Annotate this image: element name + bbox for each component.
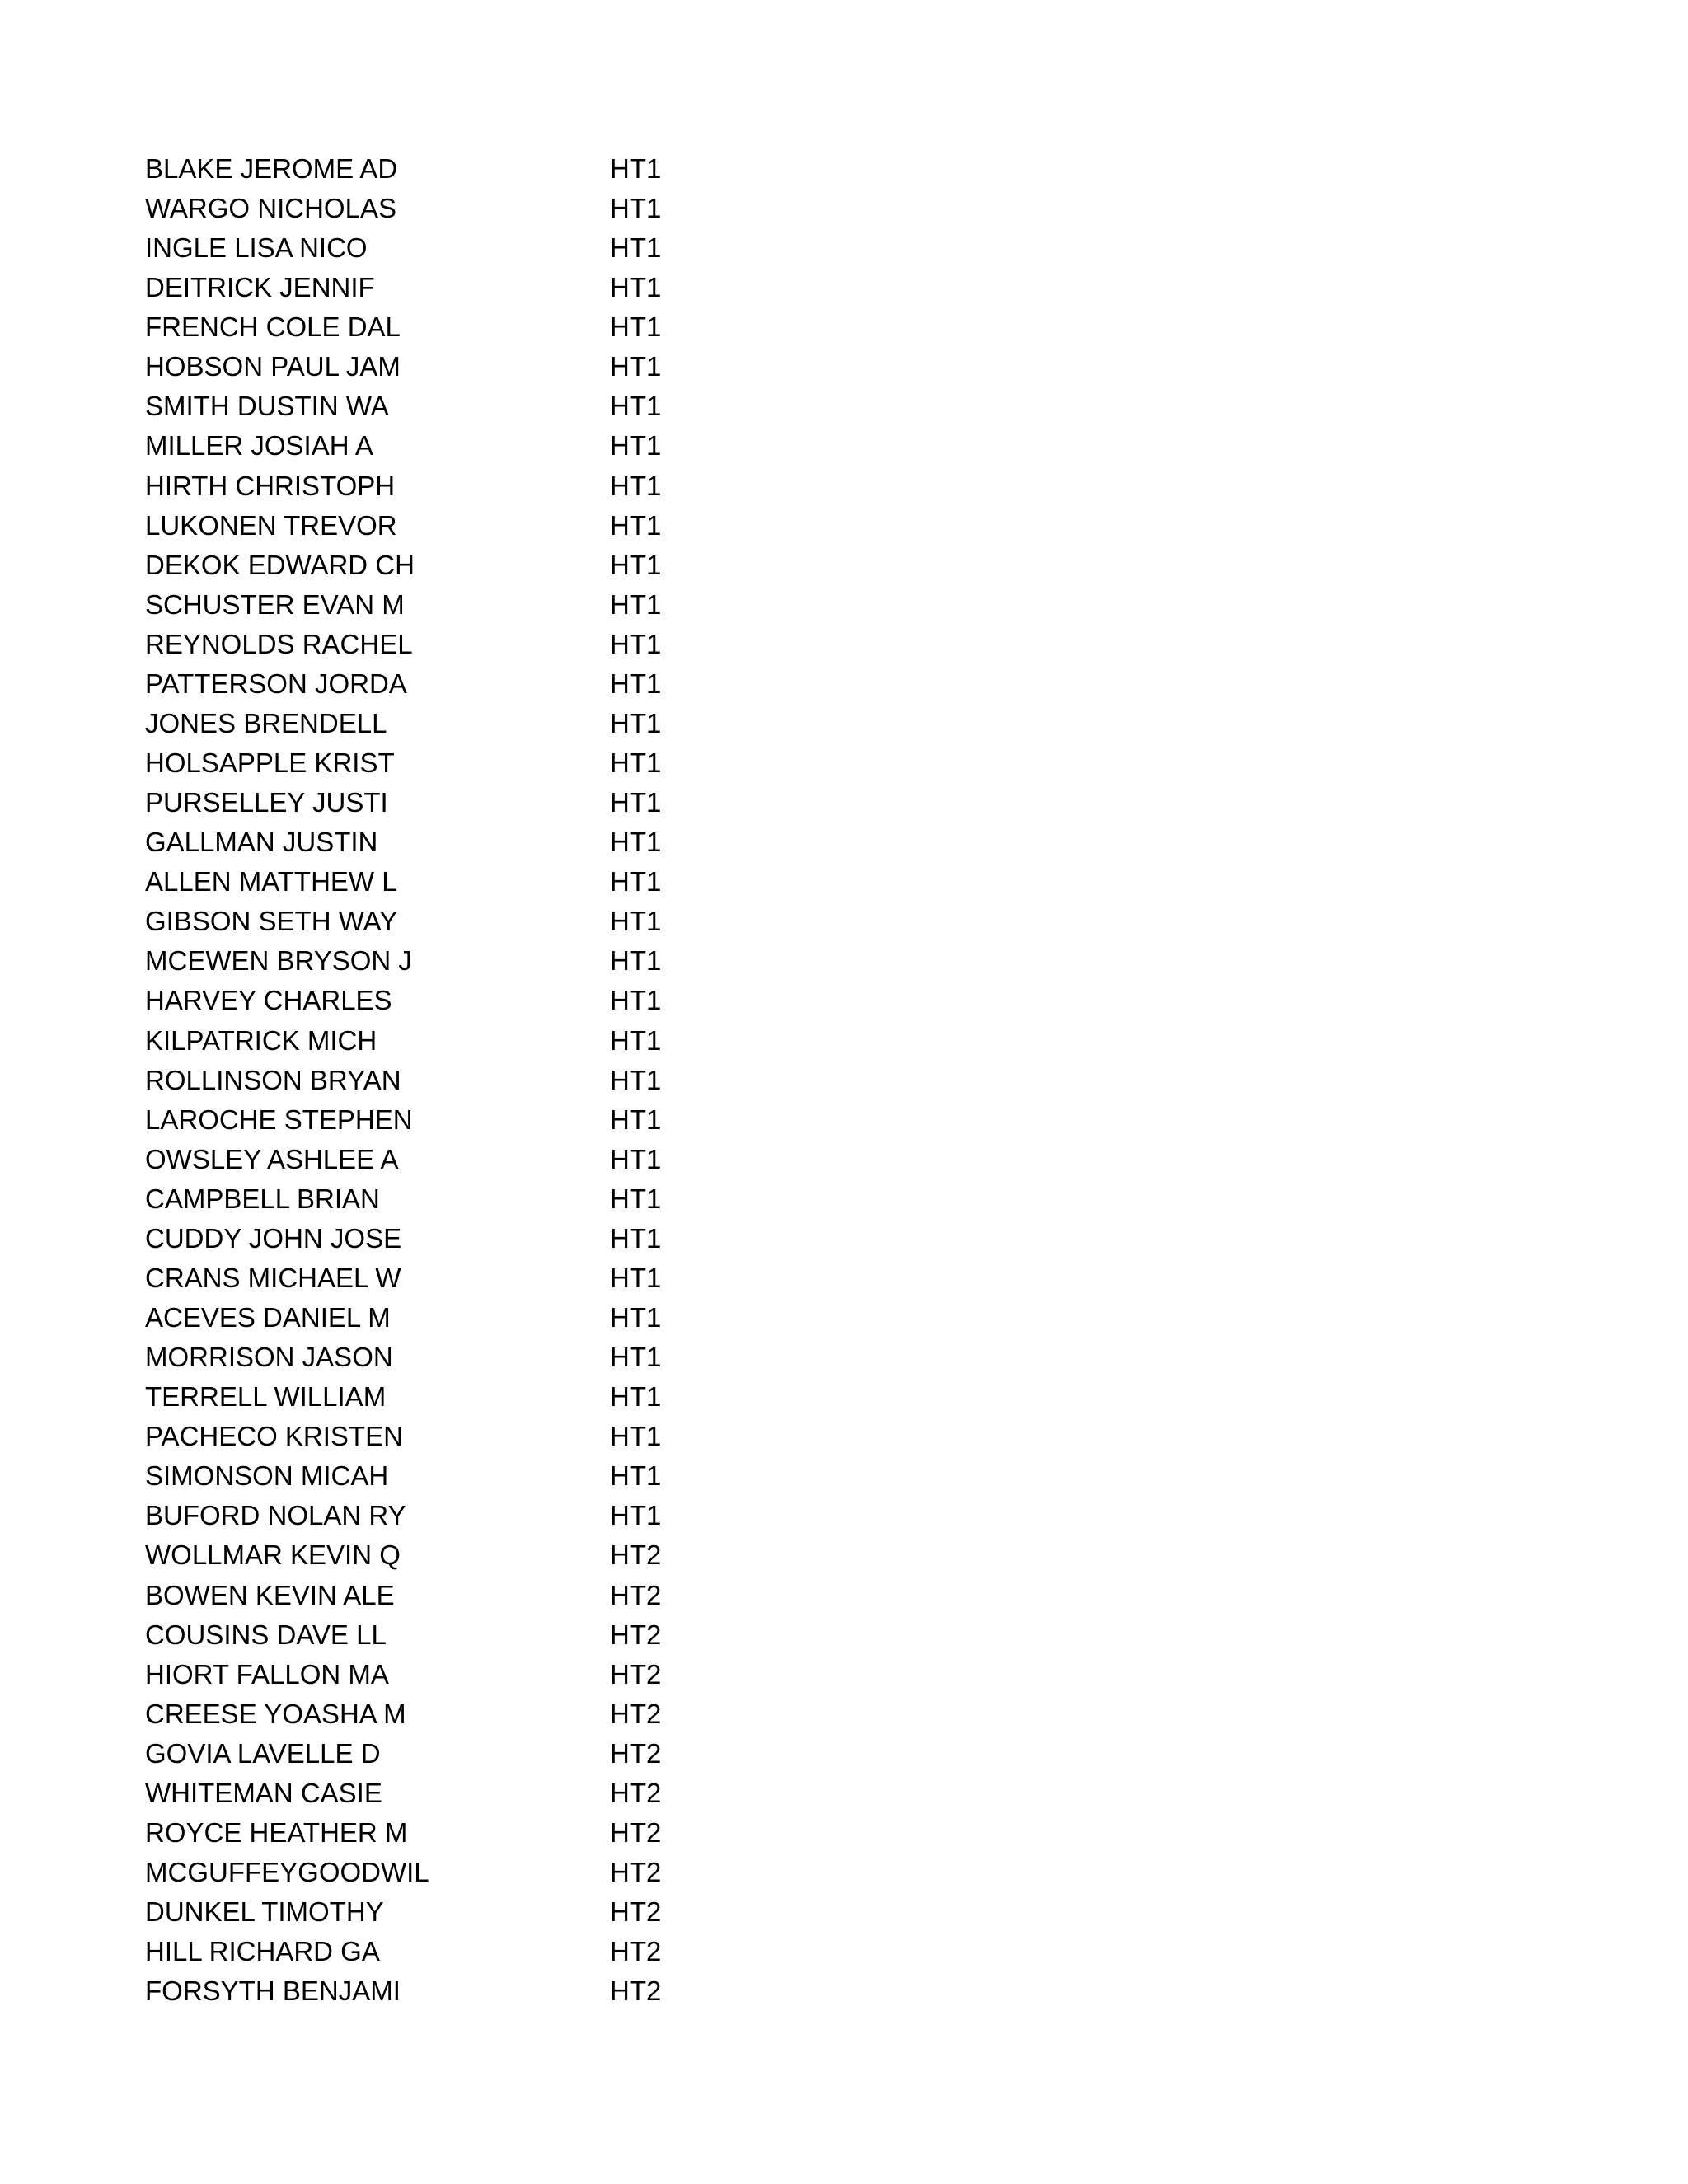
table-row [0, 1892, 1688, 1932]
table-row [0, 941, 1688, 981]
table-row [0, 1576, 1688, 1615]
table-row [0, 1298, 1688, 1338]
employee-name: LUKONEN TREVOR [145, 509, 397, 541]
shift-code: HT1 [610, 906, 662, 937]
shift-code: HT2 [610, 1936, 662, 1967]
employee-name: PATTERSON JORDA [145, 668, 407, 699]
table-row [0, 1100, 1688, 1140]
shift-code: HT1 [610, 1222, 662, 1254]
table-row [0, 268, 1688, 307]
table-row [0, 546, 1688, 585]
shift-code: HT1 [610, 628, 662, 659]
shift-code: HT1 [610, 193, 662, 224]
employee-name: HOBSON PAUL JAM [145, 351, 401, 382]
employee-name: GOVIA LAVELLE D [145, 1737, 381, 1769]
employee-name: SMITH DUSTIN WA [145, 391, 389, 422]
shift-code: HT1 [610, 1302, 662, 1333]
shift-code: HT1 [610, 549, 662, 580]
employee-name: LAROCHE STEPHEN [145, 1104, 413, 1135]
employee-name: KILPATRICK MICH [145, 1024, 377, 1056]
table-row [0, 1734, 1688, 1774]
shift-code: HT1 [610, 312, 662, 343]
table-row [0, 902, 1688, 941]
employee-name: COUSINS DAVE LL [145, 1619, 387, 1650]
shift-code: HT1 [610, 153, 662, 184]
employee-name: FORSYTH BENJAMI [145, 1975, 401, 2007]
employee-name: CREESE YOASHA M [145, 1698, 406, 1729]
shift-code: HT1 [610, 430, 662, 462]
shift-code: HT1 [610, 351, 662, 382]
shift-code: HT2 [610, 1896, 662, 1928]
employee-name: CUDDY JOHN JOSE [145, 1222, 402, 1254]
table-row [0, 1258, 1688, 1298]
shift-code: HT1 [610, 588, 662, 620]
table-row [0, 1021, 1688, 1061]
shift-code: HT1 [610, 1500, 662, 1531]
employee-name: PURSELLEY JUSTI [145, 787, 388, 818]
shift-code: HT1 [610, 1460, 662, 1492]
employee-name: MCGUFFEYGOODWIL [145, 1857, 429, 1887]
shift-code: HT2 [610, 1540, 662, 1571]
employee-name: ROYCE HEATHER M [145, 1816, 408, 1848]
table-row [0, 704, 1688, 743]
table-row [0, 1377, 1688, 1417]
shift-code: HT1 [610, 1421, 662, 1452]
table-row [0, 506, 1688, 546]
employee-name: MILLER JOSIAH A [145, 430, 373, 462]
employee-name: OWSLEY ASHLEE A [145, 1143, 399, 1174]
employee-name: SIMONSON MICAH [145, 1460, 389, 1492]
shift-code: HT2 [610, 1857, 662, 1887]
employee-name: WOLLMAR KEVIN Q [145, 1540, 401, 1571]
employee-name: CAMPBELL BRIAN [145, 1183, 380, 1214]
shift-code: HT1 [610, 1104, 662, 1135]
employee-name: PACHECO KRISTEN [145, 1421, 403, 1452]
shift-code: HT1 [610, 787, 662, 818]
table-row [0, 1694, 1688, 1734]
table-row [0, 189, 1688, 228]
shift-code: HT1 [610, 707, 662, 738]
shift-code: HT1 [610, 748, 662, 779]
shift-code: HT1 [610, 1381, 662, 1413]
table-row [0, 743, 1688, 783]
employee-name: HOLSAPPLE KRIST [145, 748, 395, 779]
shift-code: HT1 [610, 1143, 662, 1174]
shift-code: HT2 [610, 1698, 662, 1729]
table-row [0, 1615, 1688, 1655]
shift-code: HT1 [610, 985, 662, 1016]
employee-name: BUFORD NOLAN RY [145, 1500, 406, 1531]
employee-name: BOWEN KEVIN ALE [145, 1579, 395, 1610]
employee-name: DUNKEL TIMOTHY [145, 1896, 384, 1928]
employee-name: WHITEMAN CASIE [145, 1777, 382, 1808]
table-row [0, 347, 1688, 387]
table-row [0, 1140, 1688, 1179]
table-row [0, 1932, 1688, 1971]
table-row [0, 664, 1688, 704]
table-row [0, 823, 1688, 862]
shift-code: HT1 [610, 827, 662, 858]
table-row [0, 426, 1688, 466]
table-row [0, 1496, 1688, 1535]
employee-name: ROLLINSON BRYAN [145, 1064, 401, 1095]
employee-name: REYNOLDS RACHEL [145, 628, 413, 659]
shift-code: HT2 [610, 1975, 662, 2007]
table-row [0, 149, 1688, 189]
employee-name: TERRELL WILLIAM [145, 1381, 387, 1413]
employee-name: DEITRICK JENNIF [145, 272, 375, 303]
table-row [0, 1219, 1688, 1258]
table-row [0, 1179, 1688, 1219]
table-row [0, 228, 1688, 268]
shift-code: HT1 [610, 391, 662, 422]
shift-code: HT1 [610, 866, 662, 898]
table-row [0, 1456, 1688, 1496]
table-row [0, 1774, 1688, 1813]
table-row [0, 1853, 1688, 1892]
table-row [0, 1813, 1688, 1853]
employee-name: HIORT FALLON MA [145, 1658, 389, 1690]
shift-code: HT1 [610, 668, 662, 699]
table-row [0, 307, 1688, 347]
table-row [0, 585, 1688, 625]
employee-name: FRENCH COLE DAL [145, 312, 401, 343]
table-row [0, 1655, 1688, 1694]
shift-code: HT2 [610, 1737, 662, 1769]
shift-code: HT2 [610, 1579, 662, 1610]
shift-code: HT1 [610, 509, 662, 541]
shift-code: HT1 [610, 232, 662, 264]
employee-name: CRANS MICHAEL W [145, 1262, 401, 1293]
shift-code: HT1 [610, 945, 662, 977]
shift-code: HT1 [610, 1342, 662, 1373]
table-row [0, 783, 1688, 823]
employee-name: WARGO NICHOLAS [145, 193, 396, 224]
shift-code: HT2 [610, 1658, 662, 1690]
table-row [0, 1338, 1688, 1377]
shift-code: HT1 [610, 1183, 662, 1214]
table-row [0, 1061, 1688, 1100]
table-row [0, 1535, 1688, 1575]
employee-name: SCHUSTER EVAN M [145, 588, 405, 620]
employee-name: ACEVES DANIEL M [145, 1302, 391, 1333]
table-row [0, 466, 1688, 506]
employee-name: HARVEY CHARLES [145, 985, 392, 1016]
table-row [0, 625, 1688, 664]
table-row [0, 1971, 1688, 2011]
employee-name: BLAKE JEROME AD [145, 153, 398, 184]
shift-code: HT2 [610, 1619, 662, 1650]
table-row [0, 981, 1688, 1020]
employee-name: GIBSON SETH WAY [145, 906, 398, 937]
employee-name: MCEWEN BRYSON J [145, 945, 412, 977]
shift-code: HT1 [610, 272, 662, 303]
table-row [0, 862, 1688, 902]
shift-code: HT1 [610, 1064, 662, 1095]
employee-name: JONES BRENDELL [145, 707, 387, 738]
shift-code: HT1 [610, 1262, 662, 1293]
shift-code: HT2 [610, 1777, 662, 1808]
shift-code: HT1 [610, 1024, 662, 1056]
employee-name: HILL RICHARD GA [145, 1936, 380, 1967]
table-row [0, 1417, 1688, 1456]
employee-name: ALLEN MATTHEW L [145, 866, 397, 898]
employee-name: MORRISON JASON [145, 1342, 393, 1373]
employee-name: HIRTH CHRISTOPH [145, 470, 396, 501]
employee-name: INGLE LISA NICO [145, 232, 368, 264]
employee-name: GALLMAN JUSTIN [145, 827, 378, 858]
shift-code: HT1 [610, 470, 662, 501]
table-row [0, 387, 1688, 426]
shift-code: HT2 [610, 1816, 662, 1848]
employee-name: DEKOK EDWARD CH [145, 549, 415, 580]
